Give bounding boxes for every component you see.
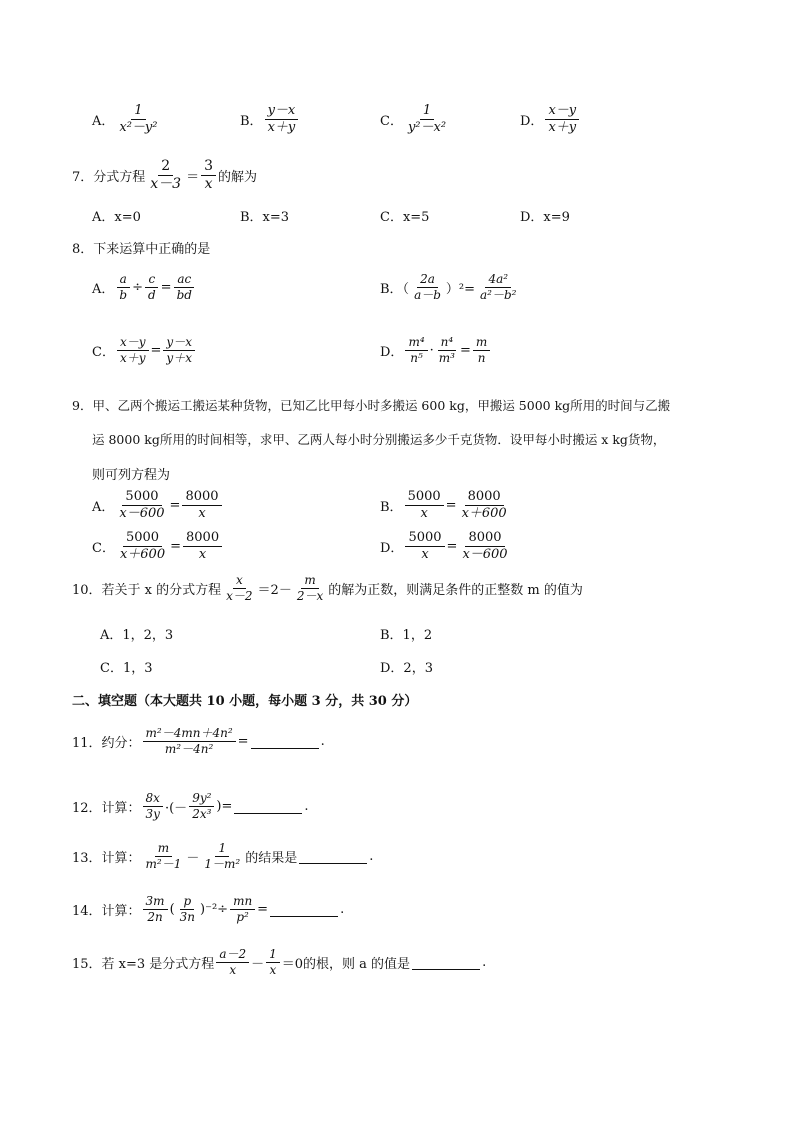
question-7 (72, 159, 257, 193)
question-text: 的解为 (218, 170, 258, 186)
numerator: m⁴ (405, 336, 427, 351)
question-8-stem: 8．下来运算中正确的是 (72, 242, 211, 257)
fraction (223, 574, 255, 603)
q6-option-a (92, 104, 163, 136)
question-9-line-3: 则可列方程为 (92, 468, 171, 483)
question-text: 12．计算： (72, 801, 141, 817)
equals-sign: = (446, 539, 458, 555)
denominator: n (477, 351, 486, 366)
option-label: A． (92, 500, 115, 516)
question-14 (72, 895, 344, 924)
question-text: 11．约分： (72, 736, 141, 752)
denominator: x－600 (119, 506, 165, 522)
equals-sign: = (237, 734, 249, 750)
period: . (320, 734, 325, 750)
numerator: 2 (158, 159, 173, 176)
denominator: b (119, 288, 128, 303)
fraction (182, 490, 221, 522)
q9-option-c (92, 531, 224, 563)
q6-option-c (380, 104, 451, 136)
q9-option-a (92, 490, 224, 522)
denominator: x (198, 547, 207, 563)
q8-option-c (92, 336, 197, 365)
period: . (304, 799, 309, 815)
q10-option-c: C．1，3 (100, 661, 153, 676)
q8-option-b (380, 273, 521, 302)
numerator: 1 (215, 842, 229, 857)
question-13 (72, 842, 373, 871)
question-text: 的根，则 a 的值是 (303, 957, 411, 973)
numerator: p (180, 895, 194, 910)
denominator: p² (236, 910, 249, 925)
option-label: C． (92, 345, 115, 361)
fraction (201, 159, 216, 193)
equals-sign: ＝ (186, 170, 200, 186)
equals-sign: = (160, 280, 172, 296)
fraction (145, 273, 159, 302)
fraction (405, 336, 427, 365)
answer-blank[interactable] (251, 734, 319, 749)
numerator: 3m (143, 895, 168, 910)
period: . (340, 902, 345, 918)
operator: ÷ (132, 280, 143, 296)
equals-sign: = (445, 498, 457, 514)
fraction (201, 842, 243, 871)
numerator: x－y (117, 336, 149, 351)
option-label: D． (380, 541, 404, 557)
fraction (473, 336, 490, 365)
question-12 (72, 792, 309, 821)
denominator: m²－4n² (164, 742, 214, 757)
option-label: A． (92, 114, 115, 130)
period: . (482, 955, 487, 971)
fraction (116, 273, 130, 302)
operator: － (251, 957, 265, 973)
numerator: mn (230, 895, 255, 910)
numerator: 4a² (485, 273, 511, 288)
denominator: 3y (145, 807, 160, 822)
numerator: 8000 (183, 531, 222, 547)
denominator: 2n (147, 910, 163, 925)
denominator: d (147, 288, 156, 303)
question-text: 10．若关于 x 的分式方程 (72, 583, 222, 599)
q7-option-b: B．x=3 (240, 210, 290, 225)
denominator: m³ (438, 351, 455, 366)
denominator: x＋y (267, 120, 296, 136)
denominator: 3n (179, 910, 196, 925)
option-label: D． (380, 345, 404, 361)
fraction (265, 104, 299, 136)
q7-option-c: C．x=5 (380, 210, 430, 225)
fraction (177, 895, 198, 924)
fraction (117, 336, 149, 365)
numerator: m²－4mn＋4n² (143, 727, 236, 742)
answer-blank[interactable] (299, 849, 367, 864)
fraction (174, 273, 195, 302)
denominator: x－3 (150, 176, 182, 193)
option-label: B． (380, 500, 403, 516)
operator: )⁻²÷ (200, 902, 229, 918)
fraction (216, 948, 249, 977)
option-label: D． (520, 114, 544, 130)
question-9-line-1: 9．甲、乙两个搬运工搬运某种货物，已知乙比甲每小时多搬运 600 kg，甲搬运 5000 kg所用的时间与乙搬 (72, 398, 671, 413)
numerator: m (155, 842, 172, 857)
operator: ·(－ (164, 801, 188, 817)
fraction (117, 531, 168, 563)
numerator: n⁴ (438, 336, 457, 351)
fraction (163, 336, 195, 365)
fraction (147, 159, 184, 193)
operator: － (186, 851, 200, 867)
denominator: x＋y (548, 120, 577, 136)
q6-option-d (520, 104, 581, 136)
fraction (230, 895, 255, 924)
denominator: x (198, 506, 206, 522)
answer-blank[interactable] (412, 955, 480, 970)
fraction (143, 895, 168, 924)
question-15 (72, 948, 486, 977)
denominator: n⁵ (410, 351, 423, 366)
fraction (405, 531, 444, 563)
question-text: 的结果是 (245, 851, 298, 867)
fraction (477, 273, 519, 302)
numerator: a－2 (216, 948, 249, 963)
denominator: x＋y (119, 351, 146, 366)
fraction (143, 727, 236, 756)
numerator: c (145, 273, 158, 288)
fraction (405, 490, 444, 522)
power-close: ）²= (445, 282, 476, 298)
option-label: B．（ (380, 282, 410, 298)
q10-option-a: A．1，2，3 (100, 628, 174, 643)
q8-option-a (92, 273, 197, 302)
fraction (189, 792, 214, 821)
question-text: 13．计算： (72, 851, 141, 867)
section-2-heading: 二、填空题（本大题共 10 小题，每小题 3 分，共 30 分） (72, 694, 418, 709)
denominator: a－b (414, 288, 441, 303)
denominator: 1－m² (204, 857, 241, 872)
fraction (143, 792, 163, 821)
equals-sign: = (170, 539, 182, 555)
denominator: y²－x² (407, 120, 447, 136)
denominator: bd (176, 288, 192, 303)
numerator: m (473, 336, 490, 351)
denominator: x (420, 506, 428, 522)
denominator: x－600 (462, 547, 508, 563)
period: . (369, 849, 374, 865)
numerator: 2a (417, 273, 438, 288)
option-label: B． (240, 114, 263, 130)
operator: ( (169, 902, 175, 918)
answer-blank[interactable] (234, 799, 302, 814)
q7-option-d: D．x=9 (520, 210, 570, 225)
denominator: x－2 (226, 589, 253, 604)
numerator: 1 (131, 104, 145, 120)
numerator: a (117, 273, 130, 288)
operator: · (429, 343, 434, 359)
option-label: C． (92, 541, 115, 557)
numerator: x (233, 574, 246, 589)
q9-option-d (380, 531, 513, 563)
q8-option-d (380, 336, 492, 365)
numerator: 1 (266, 948, 280, 963)
numerator: 8000 (465, 531, 504, 547)
denominator: m²－1 (145, 857, 182, 872)
q10-option-b: B．1，2 (380, 628, 433, 643)
option-label: A． (92, 282, 115, 298)
numerator: y－x (265, 104, 299, 120)
equals-sign: = (150, 343, 162, 359)
question-11 (72, 727, 325, 756)
denominator: x (229, 963, 237, 978)
numerator: 1 (420, 104, 434, 120)
question-text: 7．分式方程 (72, 170, 146, 186)
question-9-line-2: 运 8000 kg所用的时间相等，求甲、乙两人每小时分别搬运多少千克货物．设甲每小时搬运 x kg货物， (92, 432, 666, 447)
numerator: 8x (143, 792, 163, 807)
denominator: x＋600 (461, 506, 507, 522)
q6-option-b (240, 104, 300, 136)
denominator: a²－b² (480, 288, 517, 303)
numerator: 5000 (405, 531, 444, 547)
question-text: 14．计算： (72, 904, 141, 920)
operator: )= (216, 799, 233, 815)
q7-option-a: A．x=0 (92, 210, 141, 225)
denominator: y＋x (166, 351, 192, 366)
fraction (183, 531, 222, 563)
denominator: x (204, 176, 213, 193)
q10-option-d: D．2，3 (380, 661, 433, 676)
fraction (459, 490, 510, 522)
fraction (116, 490, 167, 522)
denominator: x＋600 (119, 547, 166, 563)
numerator: 9y² (189, 792, 214, 807)
numerator: 3 (201, 159, 216, 176)
fraction (294, 574, 326, 603)
fraction (411, 273, 444, 302)
numerator: 5000 (122, 490, 161, 506)
equals-sign: ＝0 (281, 957, 304, 973)
numerator: 5000 (123, 531, 162, 547)
fraction (116, 104, 160, 136)
answer-blank[interactable] (270, 902, 338, 917)
denominator: x (421, 547, 429, 563)
denominator: 2－x (296, 589, 324, 604)
question-10 (72, 574, 583, 603)
numerator: 8000 (182, 490, 221, 506)
fraction (405, 104, 449, 136)
numerator: 5000 (405, 490, 444, 506)
numerator: m (301, 574, 318, 589)
denominator: 2x³ (192, 807, 212, 822)
denominator: x²－y² (119, 120, 158, 136)
numerator: y－x (163, 336, 195, 351)
equals-sign: = (257, 902, 269, 918)
question-text: 15．若 x=3 是分式方程 (72, 957, 215, 973)
q9-option-b (380, 490, 512, 522)
denominator: x (269, 963, 277, 978)
option-label: C． (380, 114, 403, 130)
fraction (266, 948, 280, 977)
numerator: 8000 (465, 490, 504, 506)
question-text: 的解为正数，则满足条件的正整数 m 的值为 (328, 583, 583, 599)
equals-sign: = (459, 343, 471, 359)
fraction (545, 104, 579, 136)
numerator: x－y (545, 104, 579, 120)
fraction (143, 842, 185, 871)
numerator: ac (174, 273, 194, 288)
fraction (436, 336, 458, 365)
equation-middle: ＝2－ (257, 583, 292, 599)
fraction (459, 531, 510, 563)
equals-sign: = (169, 498, 181, 514)
